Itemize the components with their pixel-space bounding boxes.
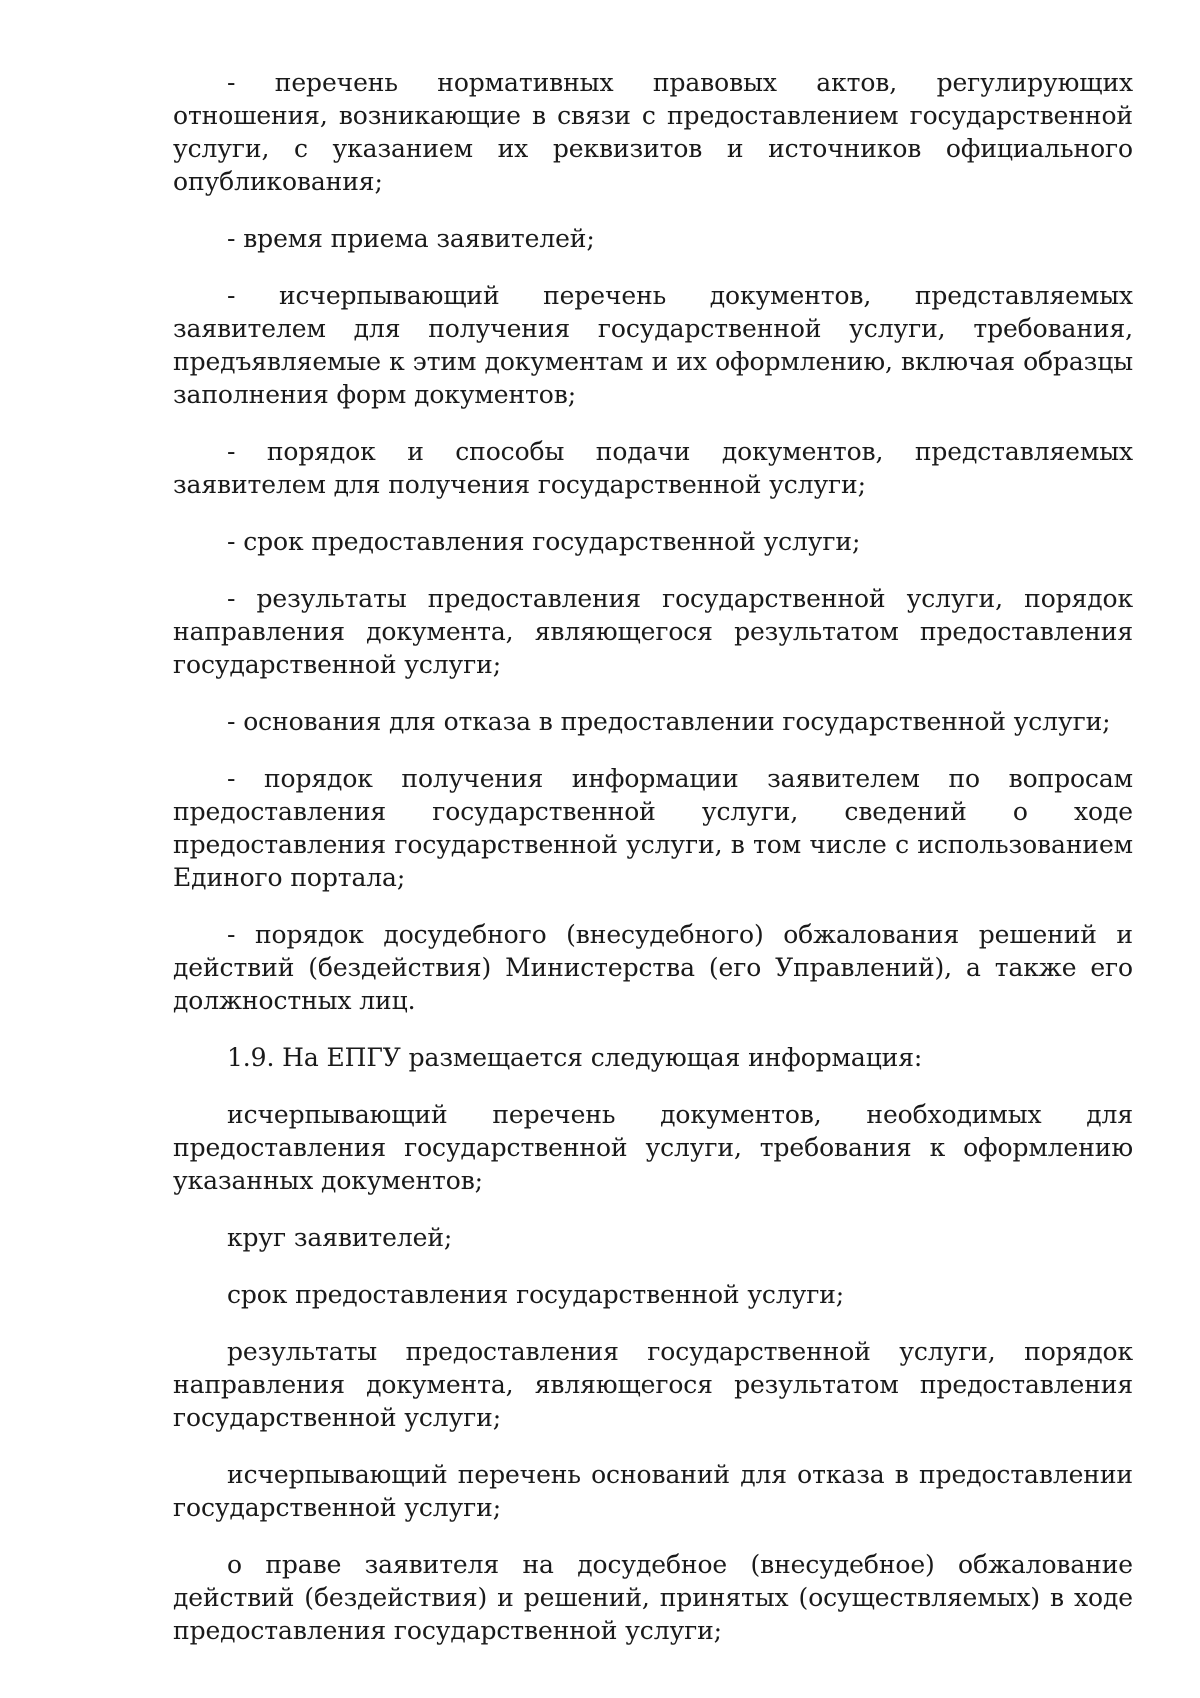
paragraph-refusal-grounds: - основания для отказа в предоставлении государственной услуги; bbox=[227, 707, 1111, 736]
document-body bbox=[173, 66, 1133, 1647]
paragraph-epgu-documents: исчерпывающий перечень документов, необходимых для предоставления государственной услуги, требования к оформлению указанных документов; bbox=[173, 1100, 1133, 1195]
paragraph-submission-methods: - порядок и способы подачи документов, представляемых заявителем для получения государственной услуги; bbox=[173, 437, 1133, 499]
paragraph-section-1-9: 1.9. На ЕПГУ размещается следующая информация: bbox=[227, 1043, 923, 1072]
paragraph-information-procedure: - порядок получения информации заявителем по вопросам предоставления государственной услуги, сведений о ходе предоставления государственной услуги, в том числе с использованием Единого портала; bbox=[173, 764, 1133, 892]
paragraph-regulatory-acts: - перечень нормативных правовых актов, регулирующих отношения, возникающие в связи с предоставлением государственной услуги, с указанием их реквизитов и источников официального опубликования; bbox=[173, 68, 1133, 196]
paragraph-documents-list: - исчерпывающий перечень документов, представляемых заявителем для получения государственной услуги, требования, предъявляемые к этим документам и их оформлению, включая образцы заполнения форм документов; bbox=[173, 281, 1133, 409]
paragraph-epgu-results: результаты предоставления государственной услуги, порядок направления документа, являющегося результатом предоставления государственной услуги; bbox=[173, 1337, 1133, 1432]
paragraph-appeal-procedure: - порядок досудебного (внесудебного) обжалования решений и действий (бездействия) Министерства (его Управлений), а также его должностных лиц. bbox=[173, 920, 1133, 1015]
paragraph-epgu-applicants: круг заявителей; bbox=[227, 1223, 453, 1252]
paragraph-reception-time: - время приема заявителей; bbox=[227, 224, 595, 253]
paragraph-epgu-appeal-right: о праве заявителя на досудебное (внесудебное) обжалование действий (бездействия) и решений, принятых (осуществляемых) в ходе предоставления государственной услуги; bbox=[173, 1550, 1133, 1645]
paragraph-epgu-term: срок предоставления государственной услуги; bbox=[227, 1280, 845, 1309]
paragraph-epgu-refusal: исчерпывающий перечень оснований для отказа в предоставлении государственной услуги; bbox=[173, 1460, 1133, 1522]
paragraph-service-term: - срок предоставления государственной услуги; bbox=[227, 527, 861, 556]
paragraph-service-results: - результаты предоставления государственной услуги, порядок направления документа, являющегося результатом предоставления государственной услуги; bbox=[173, 584, 1133, 679]
